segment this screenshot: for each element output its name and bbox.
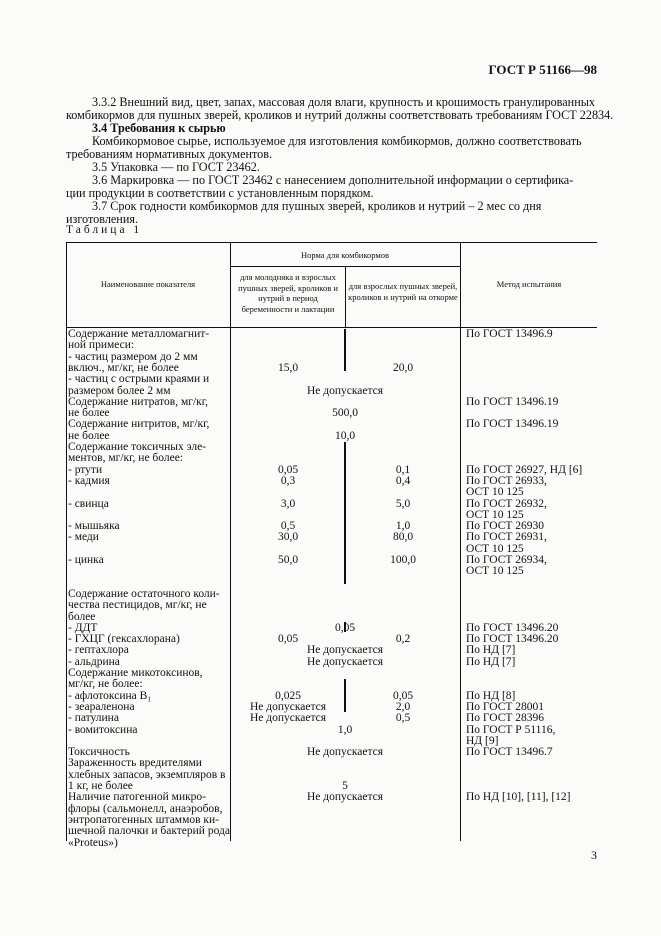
paragraph-3-6-line-1: 3.6 Маркировка — по ГОСТ 23462 с нанесением дополнительной информации о сертифика-	[92, 173, 574, 187]
paragraph-3-7-line-1: 3.7 Срок годности комбикормов для пушных зверей, кроликов и нутрий – 2 мес со дня	[92, 199, 542, 213]
cell-merged-norm: Не допускается	[306, 644, 384, 657]
cell-indicator: - частиц с острыми краями и	[68, 373, 210, 386]
cell-method: ОСТ 10 125	[466, 486, 524, 499]
cell-method: По ГОСТ 13496.7	[466, 746, 553, 759]
cell-indicator: - мышьяка	[68, 520, 120, 533]
cell-method: По ГОСТ 13496.20	[466, 621, 559, 634]
cell-merged-norm: 0,05	[334, 621, 356, 634]
table-header-subdivider	[345, 266, 346, 327]
paragraph-3-7-line-2: изготовления.	[66, 212, 139, 226]
cell-method: По НД [8]	[466, 689, 516, 702]
cell-indicator: более	[68, 610, 96, 623]
cell-indicator: Содержание нитратов, мг/кг,	[68, 395, 209, 408]
cell-indicator: 1 кг, не более	[68, 780, 133, 792]
cell-adult-norm: 0,5	[395, 712, 411, 725]
cell-method: По ГОСТ 26933,	[466, 474, 547, 487]
cell-indicator: - патулина	[68, 712, 119, 725]
header-norm: Норма для комбикормов	[300, 250, 390, 260]
cell-method: По ГОСТ 13496.19	[466, 418, 559, 431]
column-split-bar	[344, 679, 346, 712]
cell-method: По ГОСТ Р 51116,	[466, 723, 556, 736]
cell-young-norm: 50,0	[277, 554, 299, 566]
paragraph-3-6-line-2: ции продукции в соответствии с установленным порядком.	[66, 186, 374, 200]
cell-adult-norm: 1,0	[395, 520, 411, 533]
document-header: ГОСТ Р 51166—98	[488, 62, 597, 77]
table-col-divider-2	[460, 242, 461, 841]
cell-young-norm: 0,5	[280, 520, 296, 533]
header-method: Метод испытания	[496, 279, 562, 289]
cell-adult-norm: 0,4	[395, 474, 411, 487]
cell-indicator: Содержание металломагнит-	[68, 328, 210, 340]
cell-indicator: размером более 2 мм	[68, 384, 171, 397]
cell-indicator: хлебных запасов, экземпляров в	[68, 768, 226, 781]
cell-merged-norm: 5	[342, 780, 348, 792]
cell-indicator: Токсичность	[68, 746, 130, 759]
cell-indicator: не более	[68, 407, 110, 420]
cell-young-norm: 30,0	[277, 531, 299, 544]
cell-indicator: флоры (сальмонелл, анаэробов,	[68, 802, 223, 815]
paragraph-3-3-2-line-1: 3.3.2 Внешний вид, цвет, запах, массовая доля влаги, крупность и крошимость гранулированных	[92, 95, 595, 109]
cell-young-norm: Не допускается	[249, 700, 327, 713]
cell-merged-norm: Не допускается	[306, 791, 384, 804]
cell-adult-norm: 20,0	[392, 361, 414, 374]
cell-young-norm: 3,0	[280, 497, 296, 510]
cell-young-norm: 0,05	[277, 463, 299, 476]
header-adult: для взрослых пушных зверей, кроликов и нутрий на откорме	[348, 281, 458, 302]
cell-merged-norm: 10,0	[334, 429, 356, 442]
cell-indicator: - альдрина	[68, 655, 120, 668]
cell-method: По ГОСТ 13496.9	[466, 328, 553, 340]
cell-young-norm: 0,025	[275, 689, 301, 702]
cell-indicator: - меди	[68, 531, 99, 544]
cell-indicator: включ., мг/кг, не более	[68, 361, 179, 374]
cell-indicator: - кадмия	[68, 474, 110, 487]
cell-method: ОСТ 10 125	[466, 542, 524, 555]
cell-method: По ГОСТ 13496.20	[466, 633, 559, 646]
cell-indicator: ментов, мг/кг, не более:	[68, 452, 184, 465]
cell-method: По ГОСТ 26934,	[466, 554, 547, 566]
cell-indicator: Содержание остаточного коли-	[68, 587, 220, 600]
cell-indicator: мг/кг, не более:	[68, 678, 143, 691]
page-number: 3	[591, 848, 597, 862]
paragraph-3-4-line-1: Комбикормовое сырье, используемое для изготовления комбикормов, должно соответствовать	[92, 134, 582, 148]
cell-indicator: Содержание токсичных эле-	[68, 441, 207, 453]
cell-indicator: чества пестицидов, мг/кг, не	[68, 599, 207, 612]
cell-indicator: Зараженность вредителями	[68, 757, 202, 770]
cell-indicator: шечной палочки и бактерий рода	[68, 825, 230, 838]
cell-indicator: - ГХЦГ (гексахлорана)	[68, 633, 180, 646]
cell-indicator: - цинка	[68, 554, 104, 566]
column-split-bar	[344, 329, 346, 371]
cell-young-norm: 0,05	[277, 633, 299, 646]
cell-indicator: ной примеси:	[68, 339, 135, 352]
cell-method: ОСТ 10 125	[466, 565, 524, 578]
cell-merged-norm: Не допускается	[306, 655, 384, 668]
cell-indicator: - частиц размером до 2 мм	[68, 350, 198, 363]
cell-merged-norm: Не допускается	[306, 384, 384, 397]
cell-indicator: - ДДТ	[68, 621, 98, 634]
table-label: Таблица 1	[66, 224, 143, 236]
cell-indicator: - ртути	[68, 463, 103, 476]
cell-adult-norm: 2,0	[395, 700, 411, 713]
cell-adult-norm: 80,0	[392, 531, 414, 544]
cell-method: По НД [7]	[466, 655, 516, 668]
cell-adult-norm: 0,2	[395, 633, 411, 646]
table-left-border	[66, 242, 67, 841]
cell-method: По ГОСТ 26927, НД [6]	[466, 463, 583, 476]
cell-indicator: Содержание микотоксинов,	[68, 667, 203, 679]
cell-indicator: Наличие патогенной микро-	[68, 791, 207, 804]
cell-method: По ГОСТ 13496.19	[466, 395, 559, 408]
cell-method: По НД [10], [11], [12]	[466, 791, 571, 804]
cell-method: По ГОСТ 26931,	[466, 531, 547, 544]
cell-adult-norm: 0,05	[392, 689, 414, 702]
cell-method: ОСТ 10 125	[466, 508, 524, 521]
cell-indicator: - зеараленона	[68, 700, 135, 713]
cell-indicator: Содержание нитритов, мг/кг,	[68, 418, 210, 431]
cell-merged-norm: 500,0	[332, 407, 358, 420]
header-name: Наименование показателя	[100, 279, 196, 289]
cell-young-norm: 0,3	[280, 474, 296, 487]
paragraph-3-3-2-line-2: комбикормов для пушных зверей, кроликов и нутрий должны соответствовать требованиям ГОСТ 22834.	[66, 108, 614, 122]
cell-adult-norm: 5,0	[395, 497, 411, 510]
table-top-border	[66, 242, 597, 243]
cell-adult-norm: 100,0	[390, 554, 416, 566]
cell-indicator: - афлотоксина B₁	[68, 689, 152, 702]
cell-method: По ГОСТ 26932,	[466, 497, 547, 510]
cell-merged-norm: 1,0	[337, 723, 353, 736]
column-split-bar	[344, 442, 346, 584]
cell-indicator: - свинца	[68, 497, 109, 510]
cell-indicator: энтропатогенных штаммов ки-	[68, 813, 219, 826]
cell-method: По НД [7]	[466, 644, 516, 657]
cell-indicator: - гептахлора	[68, 644, 129, 657]
paragraph-3-5: 3.5 Упаковка — по ГОСТ 23462.	[92, 160, 260, 174]
cell-adult-norm: 0,1	[395, 463, 411, 476]
cell-indicator: не более	[68, 429, 110, 442]
header-young: для молодняка и взрослых пушных зверей, кроликов и нутрий в период беременности и лактации	[238, 272, 338, 314]
paragraph-3-4-line-2: требованиям нормативных документов.	[66, 147, 273, 161]
cell-method: По ГОСТ 28001	[466, 700, 545, 713]
cell-indicator: «Proteus»)	[68, 836, 118, 849]
cell-method: По ГОСТ 26930	[466, 520, 545, 533]
cell-young-norm: 15,0	[277, 361, 299, 374]
cell-method: По ГОСТ 28396	[466, 712, 545, 725]
cell-method: НД [9]	[466, 734, 499, 747]
table-col-divider-1	[230, 242, 231, 841]
cell-merged-norm: Не допускается	[306, 746, 384, 759]
section-3-4-title: 3.4 Требования к сырью	[92, 121, 226, 135]
cell-indicator: - вомитоксина	[68, 723, 138, 736]
cell-young-norm: Не допускается	[249, 712, 327, 725]
